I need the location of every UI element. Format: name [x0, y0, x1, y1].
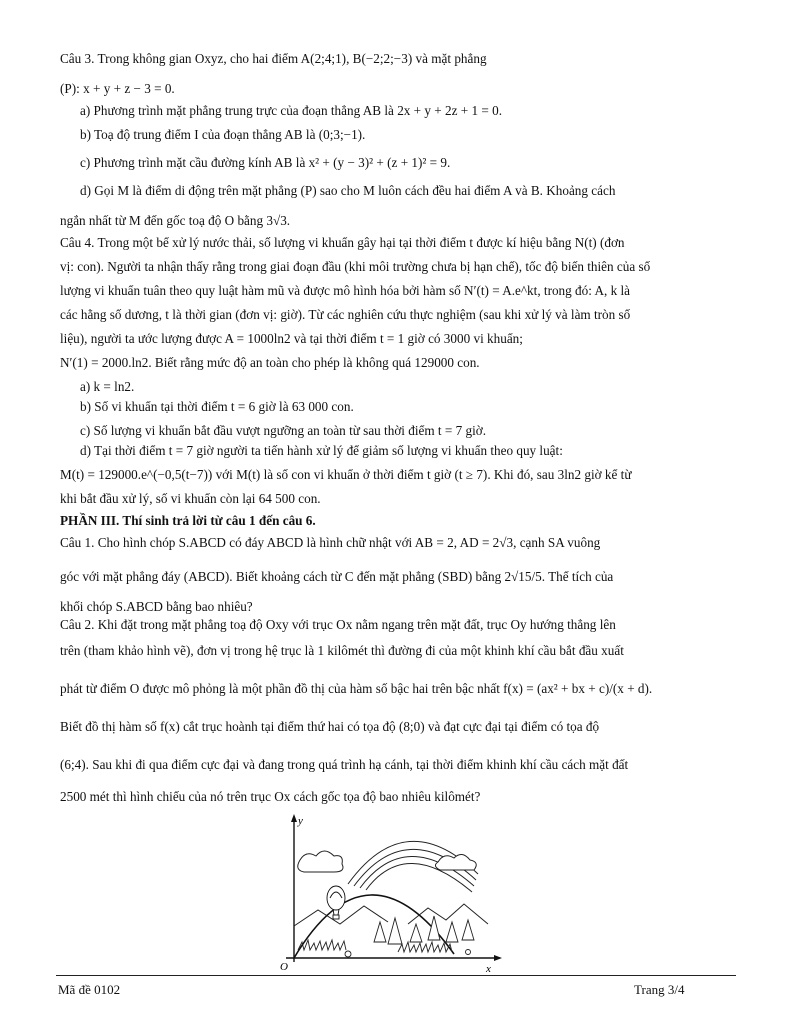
text-line: trên (tham khảo hình vẽ), đơn vị trong hệ trục là 1 kilômét thì đường đi của một khinh khí cầu bắt đầu xuất	[60, 643, 624, 658]
text-line: (P): x + y + z − 3 = 0.	[60, 81, 175, 96]
text-line: các hằng số dương, t là thời gian (đơn vị: giờ). Từ các nghiên cứu thực nghiệm (sau khi xử lý và làm tròn số	[60, 307, 631, 322]
text-line: d) Tại thời điểm t = 7 giờ người ta tiến hành xử lý để giảm số lượng vi khuẩn theo quy luật:	[80, 443, 563, 458]
text-line: ngắn nhất từ M đến gốc toạ độ O bằng 3√3.	[60, 213, 291, 228]
x-axis-arrow	[494, 955, 502, 961]
text-line: phát từ điểm O được mô phỏng là một phần đồ thị của hàm số bậc hai trên bậc nhất f(x) = (ax² + bx + c)/(x + d).	[60, 681, 653, 696]
text-line: Biết đồ thị hàm số f(x) cắt trục hoành tại điểm thứ hai có tọa độ (8;0) và đạt cực đại tại điểm có tọa độ	[60, 719, 600, 734]
text-line: vị: con). Người ta nhận thấy rằng trong giai đoạn đầu (khi môi trường chưa bị hạn chế), tốc độ biến thiên của số	[60, 259, 651, 274]
balloon-figure	[278, 814, 502, 974]
hot-air-balloon	[327, 886, 345, 919]
text-line: Câu 2. Khi đặt trong mặt phẳng toạ độ Oxy với trục Ox nằm ngang trên mặt đất, trục Oy hướng thẳng lên	[60, 617, 616, 632]
text-line: liệu), người ta ước lượng được A = 1000ln2 và tại thời điểm t = 1 giờ có 3000 vi khuẩn;	[60, 331, 523, 346]
text-line: góc với mặt phẳng đáy (ABCD). Biết khoảng cách từ C đến mặt phẳng (SBD) bằng 2√15/5. Thể tích của	[60, 569, 614, 584]
y-axis-arrow	[291, 814, 297, 822]
axis-y-label: y	[298, 815, 303, 827]
text-line: c) Phương trình mặt cầu đường kính AB là x² + (y − 3)² + (z + 1)² = 9.	[80, 155, 451, 170]
text-line: 2500 mét thì hình chiếu của nó trên trục Ox cách gốc tọa độ bao nhiêu kilômét?	[60, 789, 481, 804]
text-line: (6;4). Sau khi đi qua điểm cực đại và đang trong quá trình hạ cánh, tại thời điểm khinh khí cầu cách mặt đất	[60, 757, 629, 772]
hills	[294, 904, 488, 926]
text-line: a) k = ln2.	[80, 379, 135, 394]
text-line: M(t) = 129000.e^(−0,5(t−7)) với M(t) là số con vi khuẩn ở thời điểm t giờ (t ≥ 7). Khi đó, sau 3ln2 giờ kể từ	[60, 467, 632, 482]
text-line: khi bắt đầu xử lý, số vi khuẩn còn lại 64 500 con.	[60, 491, 321, 506]
trajectory-curve	[294, 895, 454, 958]
text-line: b) Số vi khuẩn tại thời điểm t = 6 giờ là 63 000 con.	[80, 399, 354, 414]
text-line: d) Gọi M là điểm di động trên mặt phẳng (P) sao cho M luôn cách đều hai điểm A và B. Khoảng cách	[80, 183, 616, 198]
text-line: c) Số lượng vi khuẩn bắt đầu vượt ngưỡng an toàn từ sau thời điểm t = 7 giờ.	[80, 423, 487, 438]
text-line: PHẦN III. Thí sinh trả lời từ câu 1 đến câu 6.	[60, 513, 316, 528]
footer-rule	[56, 975, 736, 976]
text-line: N′(1) = 2000.ln2. Biết rằng mức độ an toàn cho phép là không quá 129000 con.	[60, 355, 480, 370]
exam-code: Mã đề 0102	[58, 982, 121, 997]
text-line: Câu 4. Trong một bể xử lý nước thải, số lượng vi khuẩn gây hại tại thời điểm t được kí hiệu bằng N(t) (đơn	[60, 235, 625, 250]
origin-label: O	[280, 961, 288, 973]
clouds	[298, 851, 477, 872]
text-line: Câu 3. Trong không gian Oxyz, cho hai điểm A(2;4;1), B(−2;2;−3) và mặt phẳng	[60, 51, 487, 66]
page-number: Trang 3/4	[634, 982, 685, 997]
text-line: a) Phương trình mặt phẳng trung trực của đoạn thẳng AB là 2x + y + 2z + 1 = 0.	[80, 103, 503, 118]
axis-x-label: x	[486, 963, 491, 974]
text-line: b) Toạ độ trung điểm I của đoạn thẳng AB là (0;3;−1).	[80, 127, 366, 142]
text-line: lượng vi khuẩn tuân theo quy luật hàm mũ và được mô hình hóa bởi hàm số N′(t) = A.e^kt, trong đó: A, k là	[60, 283, 630, 298]
text-line: Câu 1. Cho hình chóp S.ABCD có đáy ABCD là hình chữ nhật với AB = 2, AD = 2√3, cạnh SA vuông	[60, 535, 601, 550]
text-line: khối chóp S.ABCD bằng bao nhiêu?	[60, 599, 253, 614]
